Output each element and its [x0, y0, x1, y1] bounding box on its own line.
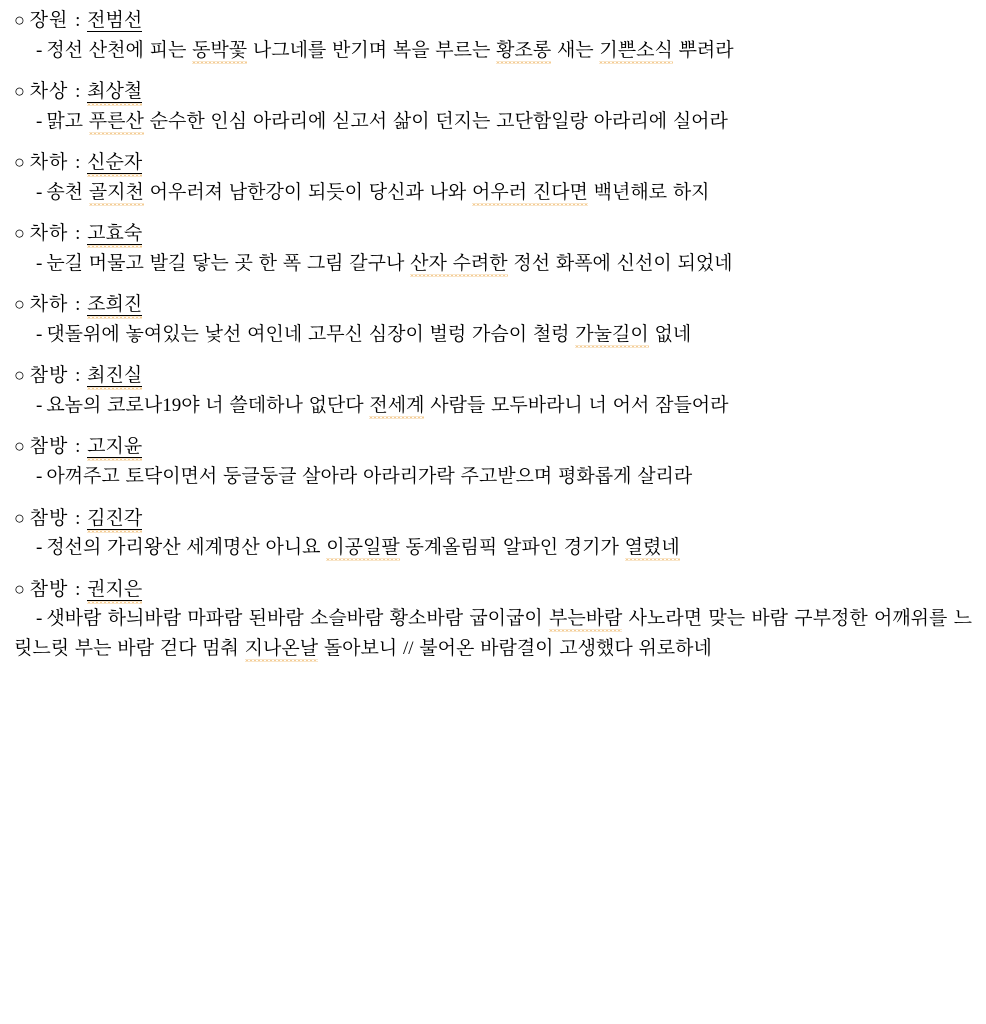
verse-text: [14, 533, 972, 562]
award-heading: [14, 79, 972, 105]
award-rank-label: 참방: [29, 578, 69, 600]
spellcheck-marked-text: 동박꽃: [192, 40, 247, 64]
spellcheck-marked-text: 황조롱: [496, 40, 551, 64]
spellcheck-marked-text: 어우러 진다면: [472, 182, 588, 206]
spellcheck-marked-text: 열렸네: [625, 537, 680, 561]
verse-segment: 눈길 머물고 발길 닿는 곳 한 폭 그림 갈구나: [46, 252, 411, 274]
verse-segment: 돌아보니 // 불어온 바람결이 고생했다 위로하네: [318, 637, 712, 659]
award-entry: [14, 434, 972, 491]
verse-segment: 나그네를 반기며 복을 부르는: [247, 39, 497, 61]
dash-marker: -: [36, 110, 43, 132]
winner-name: 고효숙: [87, 223, 143, 245]
bullet-circle-icon: ○: [14, 10, 25, 30]
dash-marker: -: [36, 537, 43, 559]
spellcheck-marked-text: 골지천: [89, 182, 144, 206]
verse-segment: 정선의 가리왕산 세계명산 아니요: [46, 537, 327, 559]
award-entry: [14, 506, 972, 563]
dash-marker: -: [36, 466, 43, 488]
award-heading: [14, 221, 972, 247]
winner-name: 김진각: [87, 507, 143, 529]
separator: :: [70, 507, 86, 529]
dash-marker: -: [36, 395, 43, 417]
dash-marker: -: [36, 252, 43, 274]
verse-segment: 샛바람 하늬바람 마파람 된바람 소슬바람 황소바람 굽이굽이: [46, 608, 549, 630]
winner-name: 전범선: [87, 10, 143, 31]
award-heading: [14, 292, 972, 318]
award-entry: [14, 150, 972, 207]
verse-text: [14, 178, 972, 207]
spellcheck-marked-text: 가눌길이: [575, 324, 648, 348]
verse-text: [14, 391, 972, 420]
winner-name: 최진실: [87, 365, 143, 387]
award-heading: [14, 150, 972, 176]
separator: :: [70, 152, 86, 174]
winner-name: 최상철: [87, 81, 143, 103]
bullet-circle-icon: ○: [14, 507, 25, 528]
winner-name: 조희진: [87, 294, 143, 316]
dash-marker: -: [36, 323, 43, 345]
spellcheck-marked-text: 기쁜소식: [599, 40, 672, 64]
separator: :: [70, 223, 86, 245]
dash-marker: -: [36, 39, 43, 61]
spellcheck-marked-text: 산자 수려한: [410, 253, 508, 277]
spellcheck-marked-text: 지나온날: [245, 638, 318, 662]
verse-segment: 요놈의 코로나19야 너 쓸데하나 없단다: [46, 395, 370, 417]
award-entry: [14, 577, 972, 664]
award-rank-label: 차하: [29, 294, 69, 316]
verse-segment: 정선 산천에 피는: [46, 39, 193, 61]
winner-name: 고지윤: [87, 436, 143, 458]
verse-segment: 아껴주고 토닥이면서 둥글둥글 살아라 아라리가락 주고받으며 평화롭게 살리라: [46, 466, 693, 488]
spellcheck-marked-text: 전세계: [369, 395, 424, 419]
award-entry-list: [14, 8, 972, 663]
verse-segment: 어우러져 남한강이 되듯이 당신과 나와: [143, 181, 473, 203]
award-heading: [14, 8, 972, 34]
winner-name: 신순자: [87, 152, 143, 174]
verse-segment: 맑고: [46, 110, 89, 132]
award-entry: [14, 292, 972, 349]
verse-segment: 순수한 인심 아라리에 싣고서 삶이 던지는 고단함일랑 아라리에 실어라: [143, 110, 728, 132]
verse-segment: 새는: [551, 39, 600, 61]
award-heading: [14, 506, 972, 532]
award-heading: [14, 434, 972, 460]
verse-segment: 백년해로 하지: [587, 181, 710, 203]
award-rank-label: 참방: [29, 436, 69, 458]
bullet-circle-icon: ○: [14, 294, 25, 315]
spellcheck-marked-text: 이공일팔: [326, 537, 399, 561]
award-rank-label: 차상: [29, 81, 69, 103]
award-rank-label: 차하: [29, 152, 69, 174]
verse-segment: 뿌려라: [672, 39, 734, 61]
bullet-circle-icon: ○: [14, 578, 25, 599]
verse-text: [14, 36, 972, 65]
separator: :: [70, 10, 86, 31]
spellcheck-marked-text: 푸른산: [89, 111, 144, 135]
verse-text: [14, 249, 972, 278]
separator: :: [70, 365, 86, 387]
separator: :: [70, 436, 86, 458]
verse-segment: 댓돌위에 놓여있는 낯선 여인네 고무신 심장이 벌렁 가슴이 철렁: [46, 323, 576, 345]
award-entry: [14, 8, 972, 65]
award-rank-label: 차하: [29, 223, 69, 245]
bullet-circle-icon: ○: [14, 223, 25, 244]
award-entry: [14, 363, 972, 420]
verse-segment: 송천: [46, 181, 89, 203]
award-heading: [14, 363, 972, 389]
award-rank-label: 참방: [29, 365, 69, 387]
bullet-circle-icon: ○: [14, 436, 25, 457]
verse-text: [14, 462, 972, 491]
bullet-circle-icon: ○: [14, 152, 25, 173]
dash-marker: -: [36, 608, 43, 630]
spellcheck-marked-text: 부는바람: [549, 608, 622, 632]
separator: :: [70, 294, 86, 316]
verse-segment: 정선 화폭에 신선이 되었네: [507, 252, 733, 274]
bullet-circle-icon: ○: [14, 365, 25, 386]
award-rank-label: 참방: [29, 507, 69, 529]
separator: :: [70, 578, 86, 600]
award-heading: [14, 577, 972, 603]
dash-marker: -: [36, 181, 43, 203]
verse-segment: 없네: [648, 323, 692, 345]
separator: :: [70, 81, 86, 103]
winner-name: 권지은: [87, 578, 143, 600]
bullet-circle-icon: ○: [14, 81, 25, 102]
award-entry: [14, 79, 972, 136]
verse-text: [14, 604, 972, 663]
verse-text: [14, 320, 972, 349]
verse-segment: 사노라면 맞는 바람 구부정한 어깨위를 느릿느릿 부는 바람 걷다 멈춰: [14, 608, 972, 659]
verse-segment: 사람들 모두바라니 너 어서 잠들어라: [424, 395, 729, 417]
verse-segment: 동계올림픽 알파인 경기가: [399, 537, 625, 559]
verse-text: [14, 107, 972, 136]
award-entry: [14, 221, 972, 278]
award-rank-label: 장원: [29, 10, 69, 31]
